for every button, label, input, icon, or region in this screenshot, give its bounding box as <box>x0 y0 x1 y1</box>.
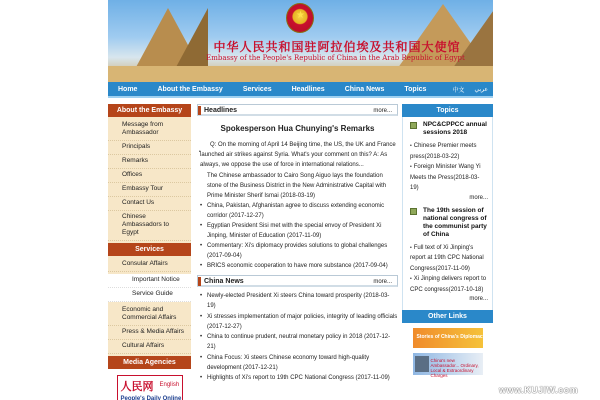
about-section-header: About the Embassy <box>108 104 191 117</box>
topic-npc-more-link[interactable]: more... <box>469 194 488 201</box>
section-marker <box>198 106 201 115</box>
media-section-header: Media Agencies <box>108 356 191 369</box>
list-item[interactable]: • Full text of Xi Jinping's report at 19th CPC National Congress(2017-11-09) <box>410 244 484 272</box>
sidebar-item-principals[interactable]: Principals <box>108 141 191 155</box>
list-item[interactable]: • Highlights of Xi's report to 19th CPC National Congress (2017-11-09) <box>197 373 398 383</box>
other-links-header: Other Links <box>402 310 493 323</box>
list-item[interactable]: • Xi stresses implementation of major policies, integrity of leading officials (2017-12-27) <box>197 312 398 332</box>
sidebar-item-message[interactable]: Message from Ambassador <box>108 119 191 141</box>
sidebar-item-economic[interactable]: Economic and Commercial Affairs <box>108 304 191 326</box>
logo-text-cn: 人民网 <box>120 380 154 393</box>
nav-headlines[interactable]: Headlines <box>291 85 325 93</box>
topic-npc-list <box>407 141 488 194</box>
right-sidebar <box>402 104 493 378</box>
section-marker <box>198 277 201 286</box>
media-box <box>108 369 191 400</box>
consular-submenu <box>108 274 191 302</box>
china-news-header <box>197 275 398 287</box>
about-menu <box>108 117 191 243</box>
list-item[interactable]: • Xi Jinping delivers report to CPC congress(2017-10-18) <box>410 276 487 293</box>
main-content <box>197 104 398 384</box>
china-news-list <box>197 291 398 383</box>
site-title-chinese: 中华人民共和国驻阿拉伯埃及共和国大使馆 <box>213 40 461 54</box>
header-banner <box>108 0 493 82</box>
featured-summary-text: Q: On the morning of April 14 Beijing time, the US, the UK and France launched air strikes against Syria. What's your comment on this? A: As always, we oppose the use of force in international relations... <box>200 142 396 168</box>
link-banner-text: Stories of China's Diplomacy <box>416 334 486 340</box>
list-item[interactable]: • China, Pakistan, Afghanistan agree to discuss extending economic corridor (2017-12-27) <box>197 201 398 221</box>
featured-headline[interactable]: Spokesperson Hua Chunying's Remarks <box>220 124 375 133</box>
link-banner-ambassador[interactable] <box>413 353 483 378</box>
logo-text-english: English <box>159 382 180 388</box>
services-section-header: Services <box>108 243 191 256</box>
logo-text-sub: People's Daily Online <box>120 396 182 400</box>
link-banner-text: China's new Ambassador... Ordinary, Local & Extraordinary Charges <box>430 358 479 378</box>
site-title-english: Embassy of the People's Republic of China in the Arab Republic of Egypt <box>206 54 465 62</box>
topic-icon <box>410 208 417 215</box>
lang-chinese-link[interactable]: 中文 <box>452 87 465 94</box>
banner-photo <box>415 356 429 372</box>
sidebar-item-offices[interactable]: Offices <box>108 169 191 183</box>
list-item[interactable]: • China Focus: Xi steers Chinese economy toward high-quality development (2017-12-21) <box>197 353 398 373</box>
topics-header: Topics <box>402 104 493 117</box>
headlines-list <box>197 171 398 271</box>
headlines-title: Headlines <box>204 107 238 114</box>
peoples-daily-logo[interactable] <box>117 375 183 400</box>
headlines-more-link[interactable]: more... <box>373 108 392 114</box>
list-item[interactable]: • BRICS economic cooperation to have more substance (2017-09-04) <box>197 261 398 271</box>
nav-home[interactable]: Home <box>118 85 138 93</box>
sidebar-subitem-guide[interactable]: Service Guide <box>108 288 191 302</box>
watermark: www.KUJIW.com <box>499 385 579 395</box>
national-emblem-icon <box>286 3 314 33</box>
list-item[interactable]: • Chinese Premier meets press(2018-03-22) <box>410 143 477 160</box>
sidebar-item-consular[interactable]: Consular Affairs <box>108 258 191 272</box>
nav-china-news[interactable]: China News <box>344 85 385 93</box>
main-nav <box>108 82 493 96</box>
china-news-more-link[interactable]: more... <box>373 279 392 285</box>
sidebar-item-contact[interactable]: Contact Us <box>108 197 191 211</box>
china-news-title: China News <box>204 278 244 285</box>
featured-summary: • Q: On the morning of April 14 Beijing time, the US, the UK and France launched air strikes against Syria. What's your comment on this? A: As always, we oppose the use of force in international relations... <box>199 142 396 168</box>
link-banner-diplomacy[interactable] <box>413 328 486 348</box>
list-item[interactable]: • Egyptian President Sisi met with the special envoy of President Xi Jinping, Minister of Education (2017-11-09) <box>197 221 398 241</box>
list-item[interactable]: • Newly-elected President Xi steers China toward prosperity (2018-03-19) <box>197 291 398 311</box>
topic-congress-title[interactable]: The 19th session of national congress of the communist party of China <box>407 207 488 239</box>
topic-congress-list <box>407 243 488 296</box>
sidebar-item-ambassadors[interactable]: Chinese Ambassadors to Egypt <box>108 211 191 241</box>
list-item[interactable]: • Commentary: Xi's diplomacy provides solutions to global challenges (2017-09-04) <box>197 241 398 261</box>
nav-topics[interactable]: Topics <box>404 85 427 93</box>
nav-services[interactable]: Services <box>242 85 272 93</box>
topic-npc-title[interactable]: NPC&CPPCC annual sessions 2018 <box>407 121 488 137</box>
services-menu <box>108 256 191 274</box>
lang-arabic-link[interactable]: عربي <box>474 86 488 93</box>
sidebar-item-tour[interactable]: Embassy Tour <box>108 183 191 197</box>
topics-box <box>402 117 493 310</box>
sidebar-item-press[interactable]: Press & Media Affairs <box>108 326 191 340</box>
sidebar-item-cultural[interactable]: Cultural Affairs <box>108 340 191 354</box>
topic-icon <box>410 122 417 129</box>
other-menu <box>108 302 191 356</box>
sidebar-subitem-notice[interactable]: Important Notice <box>108 274 191 288</box>
headlines-header <box>197 104 398 116</box>
list-item[interactable]: • China to continue prudent, neutral monetary policy in 2018 (2017-12-21) <box>197 332 398 352</box>
list-item[interactable]: • Foreign Minister Wang Yi Meets the Press(2018-03-19) <box>410 164 481 191</box>
left-sidebar <box>108 104 191 400</box>
topic-congress-more-link[interactable]: more... <box>469 296 488 302</box>
list-item[interactable]: The Chinese ambassador to Cairo Song Aiguo lays the foundation stone of the Business District in the New Administrative Capital with Prime Minister Sherif Ismai (2018-03-19) <box>207 173 387 199</box>
nav-about[interactable]: About the Embassy <box>157 85 223 93</box>
nav-divider <box>108 96 493 98</box>
sidebar-item-remarks[interactable]: Remarks <box>108 155 191 169</box>
page-container <box>108 0 493 400</box>
desert-ground <box>108 66 493 82</box>
